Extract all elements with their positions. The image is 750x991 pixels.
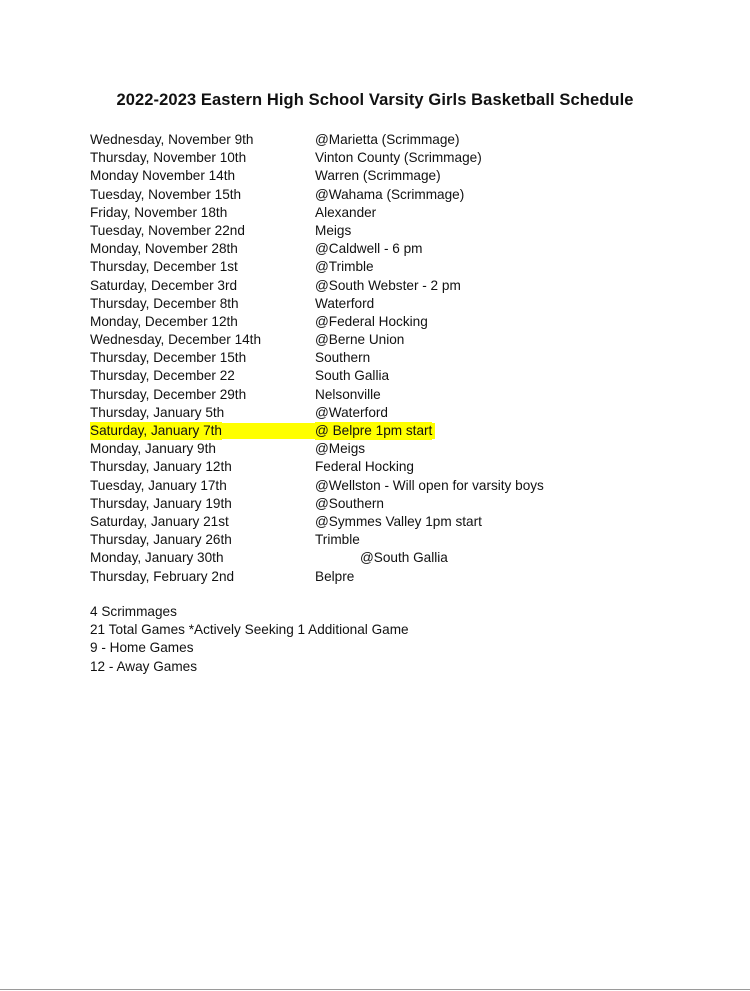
game-date: Saturday, December 3rd — [90, 277, 238, 293]
schedule-row — [90, 531, 650, 549]
schedule-row — [90, 404, 650, 422]
schedule-row — [90, 222, 650, 240]
game-date: Thursday, December 8th — [90, 295, 239, 311]
game-opponent: @South Gallia — [360, 550, 448, 566]
schedule-row — [90, 277, 650, 295]
schedule-row — [90, 131, 650, 149]
schedule-row — [90, 440, 650, 458]
schedule-row — [90, 313, 650, 331]
game-date: Thursday, December 15th — [90, 350, 247, 366]
summary-scrimmages: 4 Scrimmages — [90, 604, 177, 619]
game-opponent: @Marietta (Scrimmage) — [315, 132, 460, 147]
game-date: Thursday, December 22 — [90, 368, 235, 384]
schedule-row — [90, 295, 650, 313]
game-opponent: Trimble — [315, 532, 360, 548]
game-opponent: Nelsonville — [315, 386, 381, 402]
game-opponent: Warren (Scrimmage) — [315, 168, 441, 184]
game-date: Thursday, December 1st — [90, 259, 238, 275]
game-date: Tuesday, November 15th — [90, 186, 242, 202]
summary-total-games: 21 Total Games *Actively Seeking 1 Additional Game — [90, 622, 409, 638]
game-date: Saturday, January 21st — [90, 513, 229, 529]
game-opponent: @Wellston - Will open for varsity boys — [315, 477, 544, 493]
schedule-row — [90, 477, 650, 495]
game-date: Saturday, January 7th — [90, 422, 222, 440]
schedule-row — [90, 367, 650, 385]
game-opponent: Vinton County (Scrimmage) — [315, 150, 482, 166]
summary-home-games: 9 - Home Games — [90, 640, 194, 656]
game-opponent: @South Webster - 2 pm — [315, 277, 461, 293]
schedule-row — [90, 204, 650, 222]
schedule-row — [90, 349, 650, 367]
game-opponent: @Wahama (Scrimmage) — [315, 186, 465, 202]
schedule-table — [90, 131, 650, 586]
game-opponent: @Caldwell - 6 pm — [315, 241, 423, 257]
game-date: Monday, November 28th — [90, 241, 238, 257]
schedule-summary — [90, 603, 409, 676]
game-date: Monday November 14th — [90, 168, 236, 184]
game-date: Thursday, January 26th — [90, 532, 232, 548]
game-opponent: Waterford — [315, 295, 375, 311]
game-date: Wednesday, November 9th — [90, 132, 254, 147]
game-opponent: @Southern — [315, 495, 384, 511]
schedule-row — [90, 549, 650, 567]
schedule-row — [90, 258, 650, 276]
schedule-row — [90, 186, 650, 204]
schedule-row — [90, 149, 650, 167]
game-opponent: Meigs — [315, 222, 352, 238]
game-date: Thursday, February 2nd — [90, 568, 235, 584]
game-opponent: @Meigs — [315, 441, 366, 457]
game-opponent: @Waterford — [315, 404, 388, 420]
schedule-row — [90, 331, 650, 349]
schedule-row — [90, 513, 650, 531]
game-date: Thursday, January 19th — [90, 495, 232, 511]
game-date: Tuesday, November 22nd — [90, 222, 245, 238]
game-opponent: Belpre — [315, 568, 355, 584]
schedule-row — [90, 495, 650, 513]
game-opponent: @Federal Hocking — [315, 313, 428, 329]
game-opponent: @Symmes Valley 1pm start — [315, 513, 482, 529]
game-opponent: Federal Hocking — [315, 459, 414, 475]
schedule-row — [90, 458, 650, 476]
schedule-row — [90, 240, 650, 258]
page-edge-divider — [0, 989, 750, 990]
game-date: Tuesday, January 17th — [90, 477, 227, 493]
game-date: Wednesday, December 14th — [90, 332, 262, 348]
schedule-row — [90, 568, 650, 586]
game-date: Friday, November 18th — [90, 204, 228, 220]
game-date: Monday, January 30th — [90, 550, 224, 566]
game-date: Monday, January 9th — [90, 441, 216, 457]
game-date: Thursday, January 12th — [90, 459, 232, 475]
schedule-row — [90, 386, 650, 404]
game-opponent: South Gallia — [315, 368, 390, 384]
game-opponent: Alexander — [315, 204, 377, 220]
game-opponent: @ Belpre 1pm start — [315, 422, 432, 440]
game-date: Thursday, November 10th — [90, 150, 247, 166]
game-date: Monday, December 12th — [90, 313, 238, 329]
game-date: Thursday, December 29th — [90, 386, 247, 402]
game-opponent: Southern — [315, 350, 371, 366]
game-date: Thursday, January 5th — [90, 404, 225, 420]
summary-away-games: 12 - Away Games — [90, 658, 198, 674]
schedule-title: 2022-2023 Eastern High School Varsity Girls Basketball Schedule — [116, 91, 634, 109]
schedule-row — [90, 167, 650, 185]
game-opponent: @Trimble — [315, 259, 374, 275]
game-opponent: @Berne Union — [315, 332, 405, 348]
schedule-row-highlighted — [90, 422, 650, 440]
